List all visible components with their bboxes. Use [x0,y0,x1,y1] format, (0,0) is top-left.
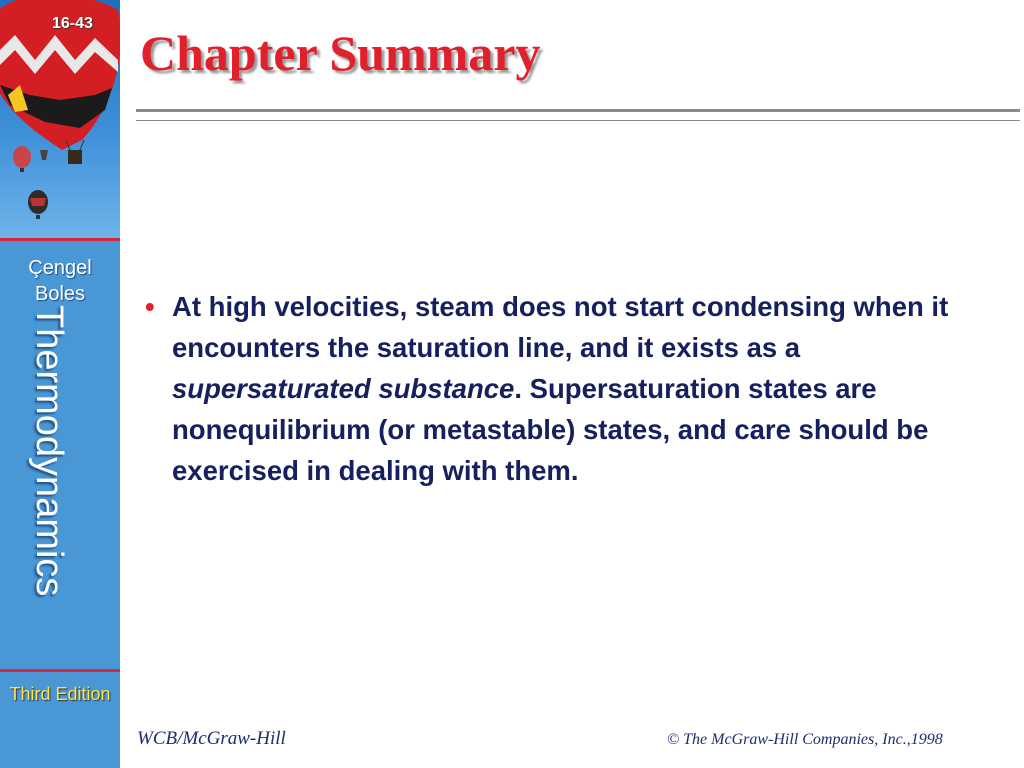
bullet-text-part1: At high velocities, steam does not start condensing when it encounters the saturation line, and it exists as a [172,291,949,363]
slide-title: Chapter Summary [140,25,541,81]
bullet-emphasis: supersaturated substance [172,373,515,404]
hot-air-balloon-photo [0,0,120,238]
sidebar [0,0,120,768]
bullet-marker: • [145,291,155,322]
balloon-illustration [0,0,120,238]
publisher-footer: WCB/McGraw-Hill [137,728,286,749]
sidebar-divider-bottom [0,669,120,672]
small-balloon-2 [40,150,48,160]
author-cengel: Çengel [28,257,92,279]
edition-label: Third Edition [9,684,111,704]
title-divider [136,109,1020,121]
small-balloon-1 [13,146,31,168]
balloon-basket [68,150,82,164]
copyright-footer: © The McGraw-Hill Companies, Inc.,1998 [667,731,943,748]
vertical-book-title [12,305,72,665]
author-boles: Boles [34,283,86,305]
bullet-item [145,286,1005,491]
slide-number: 16-43 [52,15,93,32]
bullet-text-part2: . Supersaturation states are nonequilibrium (or metastable) states, and care should be exercised in dealing with them. [172,373,929,486]
vertical-title-text: Thermodynamics [28,305,70,597]
sidebar-divider-top [0,238,120,241]
bullet-list [145,286,1005,491]
